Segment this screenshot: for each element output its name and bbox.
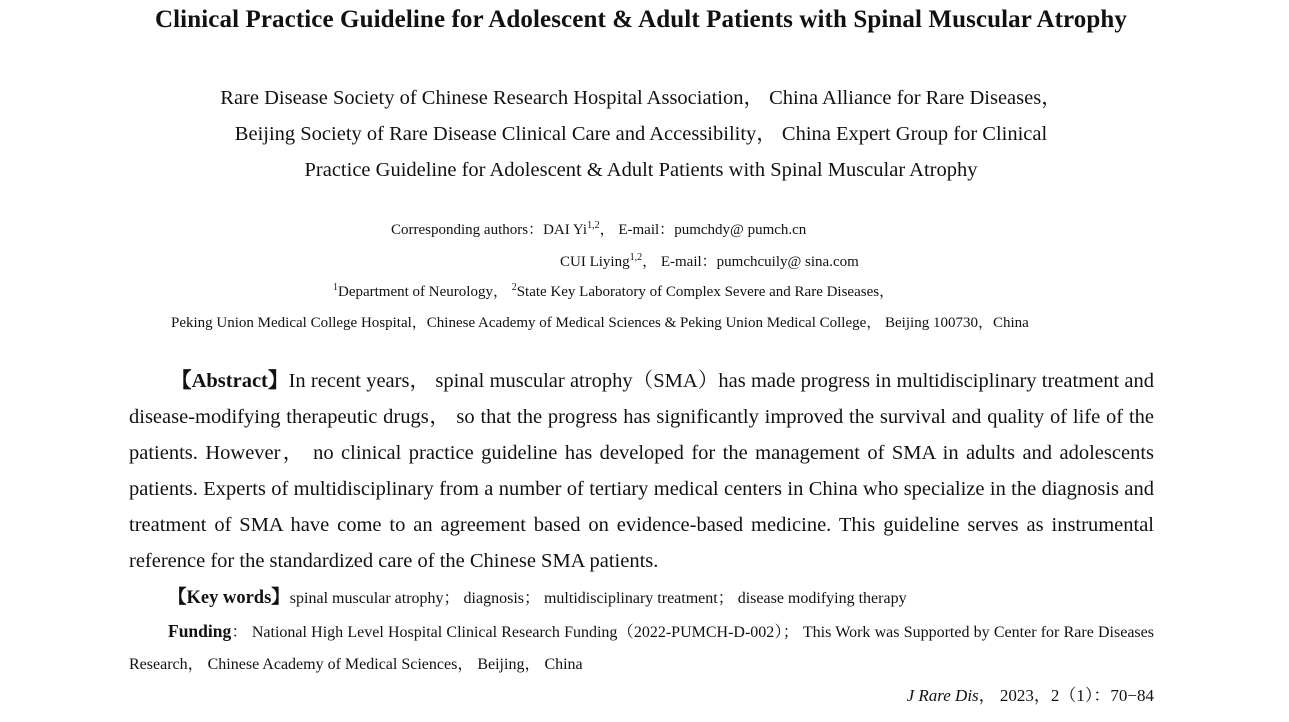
funding-heading: Funding	[168, 621, 232, 641]
citation-details: ， 2023，2（1）：70−84	[978, 686, 1154, 705]
abstract-text: In recent years， spinal muscular atrophy（SMA）has made progress in multidisciplinary treatment and disease-modifying therapeutic drugs， so that the progress has significantly improved the survival and quality of life of the patients. However， no clinical practice guideline has developed for the management of SMA in adults and adolescents patients. Experts of multidisciplinary from a number of tertiary medical centers in China who specialize in the diagnosis and treatment of SMA have come to an agreement based on evidence-based medicine. This guideline serves as instrumental reference for the standardized care of the Chinese SMA patients.	[129, 370, 1154, 572]
email-label: ， E-mail：	[642, 254, 717, 270]
affiliation-line-2: Peking Union Medical College Hospital，Chinese Academy of Medical Sciences & Peking Union Medical College， Beijing 100730，China	[171, 315, 1029, 331]
author-name: DAI Yi	[543, 222, 588, 238]
corresponding-label: Corresponding authors：	[391, 222, 544, 238]
keywords-line	[168, 583, 907, 609]
keywords-heading: 【Key words】	[168, 588, 290, 608]
corresponding-author-2	[560, 250, 859, 271]
email-label: ， E-mail：	[599, 222, 675, 238]
author-name: CUI Liying	[560, 254, 630, 270]
organization-line: Practice Guideline for Adolescent & Adult Patients with Spinal Muscular Atrophy	[304, 159, 978, 181]
abstract-paragraph	[129, 363, 1154, 579]
email-address: pumchdy@ pumch.cn	[674, 222, 807, 238]
paper-title: Clinical Practice Guideline for Adolescent & Adult Patients with Spinal Muscular Atrophy	[154, 6, 1128, 33]
corresponding-author-1	[391, 218, 806, 239]
affiliation-superscript: 1,2	[629, 252, 643, 263]
funding-paragraph	[129, 615, 1154, 681]
affiliation-laboratory: State Key Laboratory of Complex Severe and Rare Diseases，	[516, 284, 895, 300]
affiliation-superscript: 2	[511, 282, 517, 293]
abstract-heading: 【Abstract】	[171, 370, 289, 392]
journal-name: J Rare Dis	[906, 686, 979, 705]
author-organizations	[100, 80, 1182, 188]
affiliation-superscript: 1,2	[587, 220, 600, 231]
organization-line: Rare Disease Society of Chinese Research Hospital Association， China Alliance for Rare Diseases，	[220, 87, 1062, 109]
journal-citation	[907, 681, 1154, 706]
affiliation-line-1	[333, 280, 894, 301]
affiliation-department: Department of Neurology，	[338, 284, 508, 300]
funding-text: ： National High Level Hospital Clinical Research Funding（2022-PUMCH-D-002）； This Work was Supported by Center for Rare Diseases Research， Chinese Academy of Medical Sciences， Beijing， China	[129, 624, 1154, 673]
affiliation-superscript: 1	[333, 282, 338, 293]
email-address: pumchcuily@ sina.com	[716, 254, 859, 270]
keywords-text: spinal muscular atrophy； diagnosis； multidisciplinary treatment； disease modifying therapy	[289, 590, 907, 607]
organization-line: Beijing Society of Rare Disease Clinical Care and Accessibility， China Expert Group for Clinical	[234, 123, 1048, 145]
